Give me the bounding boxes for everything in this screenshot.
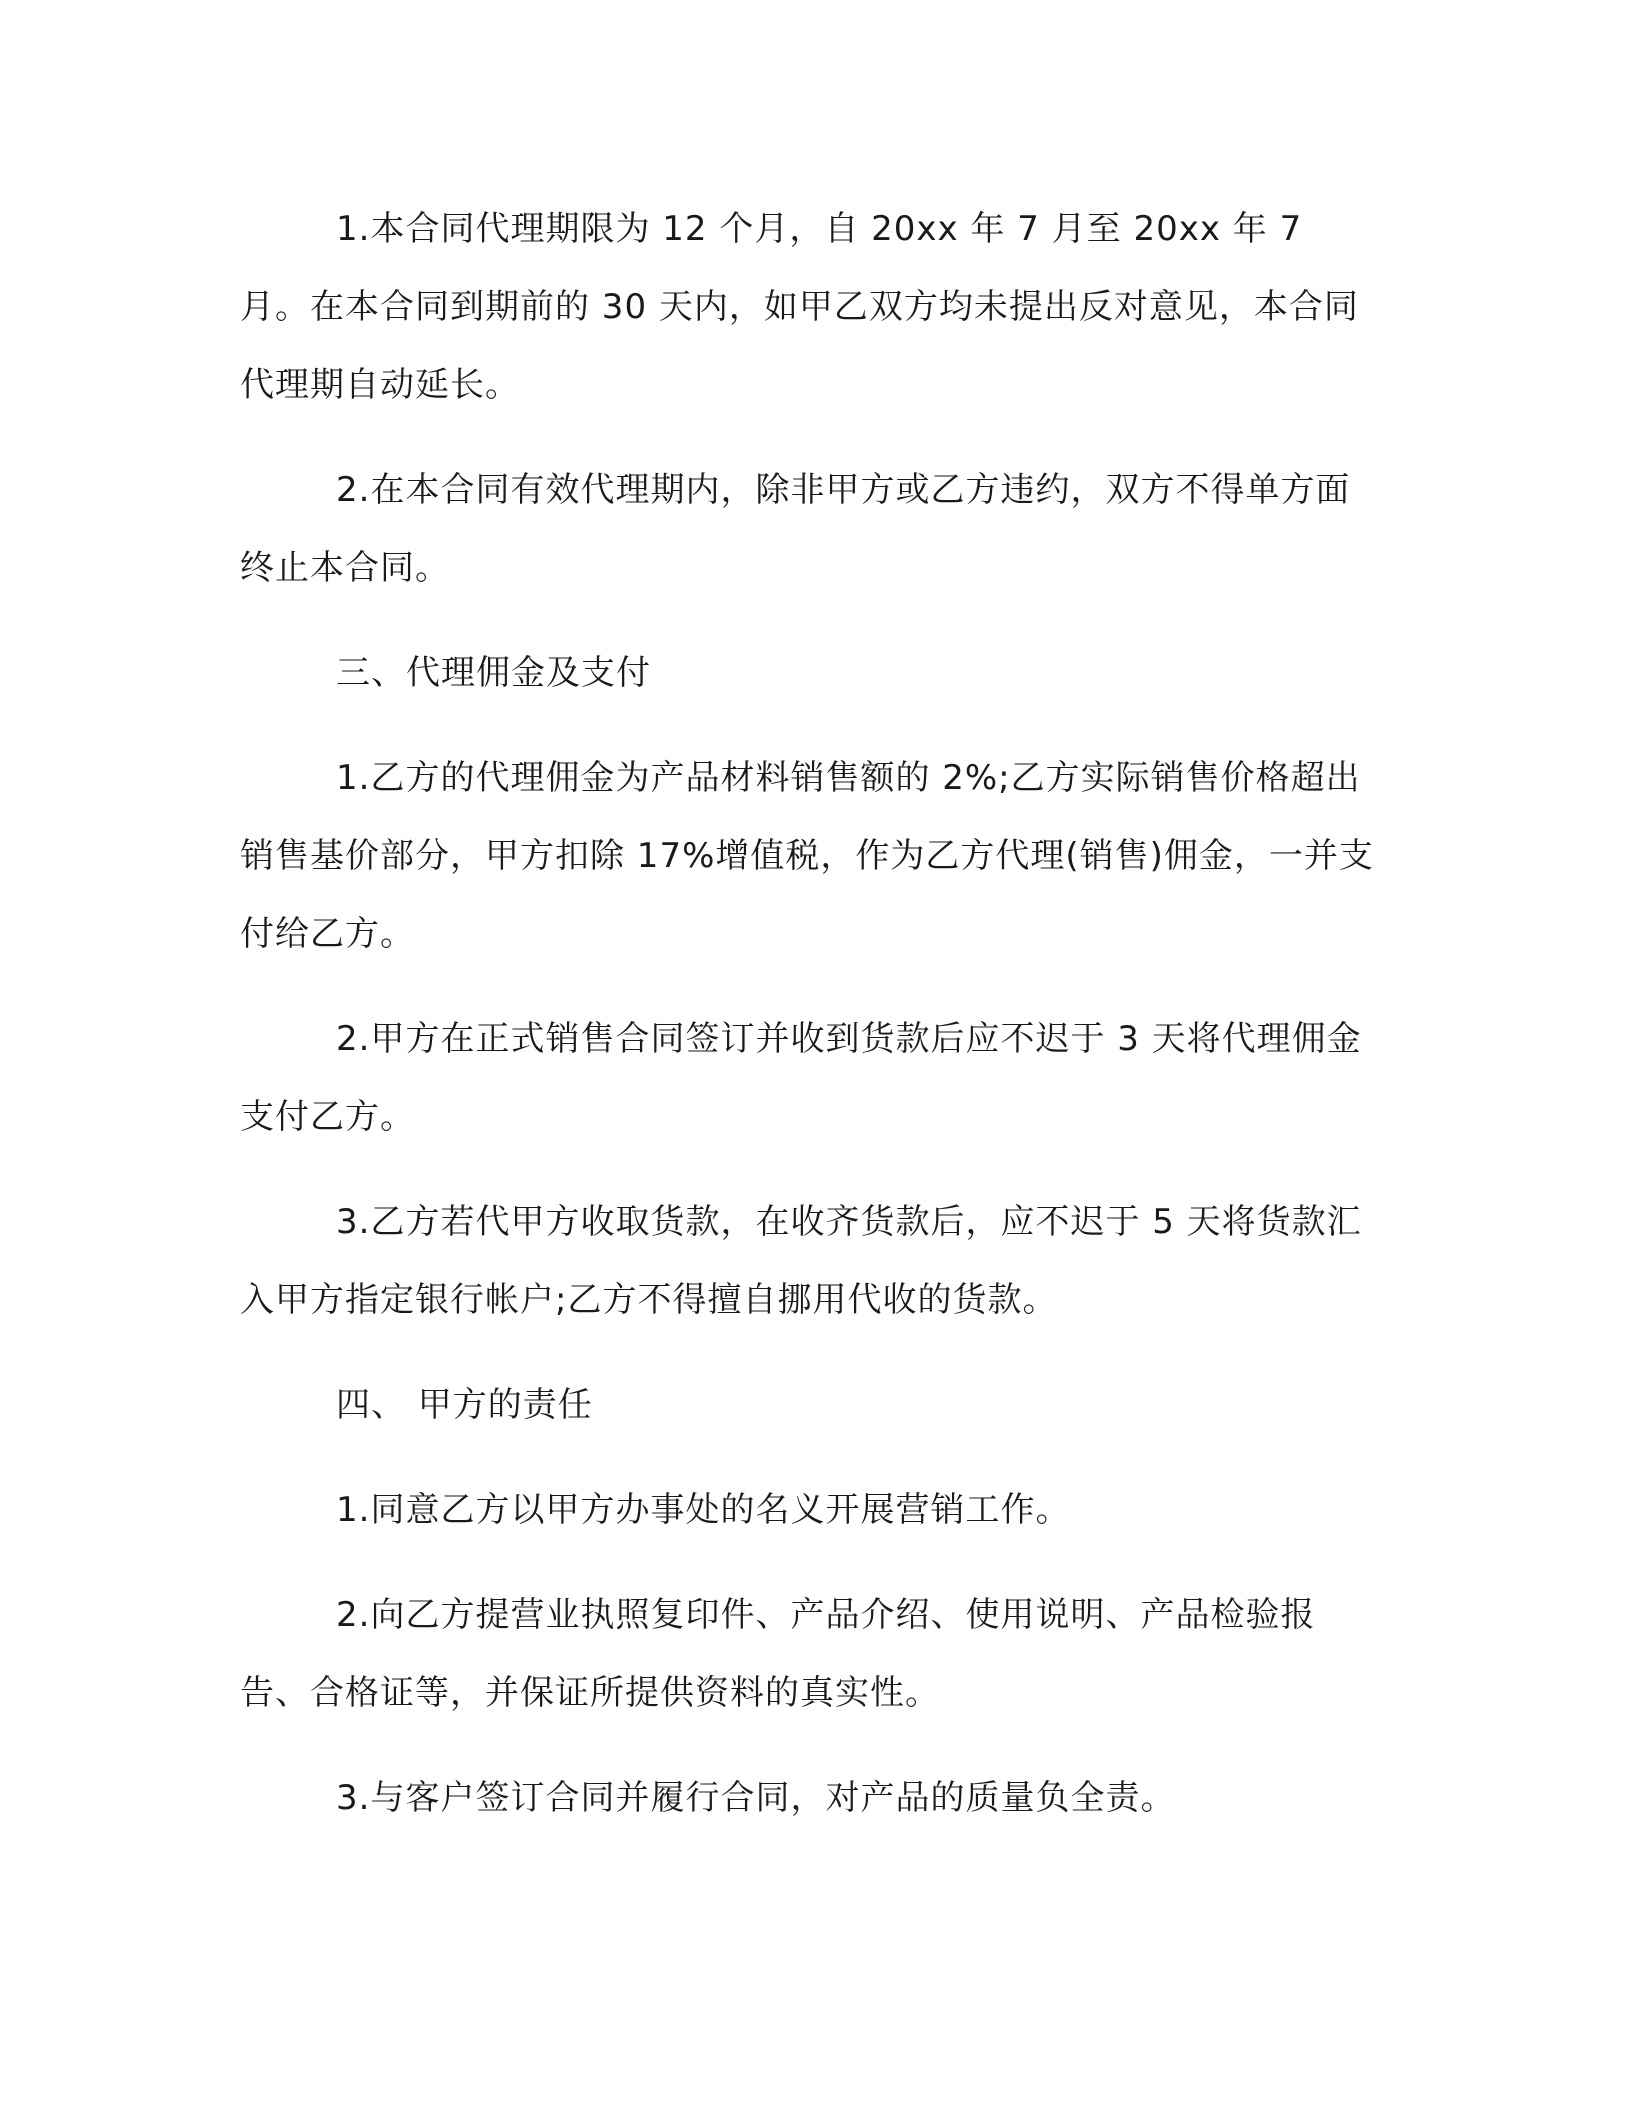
paragraph-duty-office-name: 1.同意乙方以甲方办事处的名义开展营销工作。 [336,1490,1071,1530]
section-heading-commission: 三、代理佣金及支付 [336,653,651,693]
paragraph-commission-rate: 1.乙方的代理佣金为产品材料销售额的 2%;乙方实际销售价格超出销售基价部分，甲方扣除 17%增值税，作为乙方代理(销售)佣金，一并支付给乙方。 [240,758,1374,954]
section-heading-party-a-duties: 四、 甲方的责任 [336,1385,593,1425]
paragraph-commission-payment: 2.甲方在正式销售合同签订并收到货款后应不迟于 3 天将代理佣金支付乙方。 [240,1019,1362,1137]
paragraph-duty-documents: 2.向乙方提营业执照复印件、产品介绍、使用说明、产品检验报告、合格证等，并保证所提供资料的真实性。 [240,1595,1316,1713]
paragraph-payment-collection: 3.乙方若代甲方收取货款，在收齐货款后，应不迟于 5 天将货款汇入甲方指定银行帐户;乙方不得擅自挪用代收的货款。 [240,1202,1362,1320]
paragraph-no-unilateral-termination: 2.在本合同有效代理期内，除非甲方或乙方违约，双方不得单方面终止本合同。 [240,470,1351,588]
paragraph-term-duration: 1.本合同代理期限为 12 个月，自 20xx 年 7 月至 20xx 年 7 月。在本合同到期前的 30 天内，如甲乙双方均未提出反对意见，本合同代理期自动延长。 [240,209,1359,405]
document-body [240,190,1380,1837]
paragraph-duty-quality: 3.与客户签订合同并履行合同，对产品的质量负全责。 [336,1778,1176,1818]
